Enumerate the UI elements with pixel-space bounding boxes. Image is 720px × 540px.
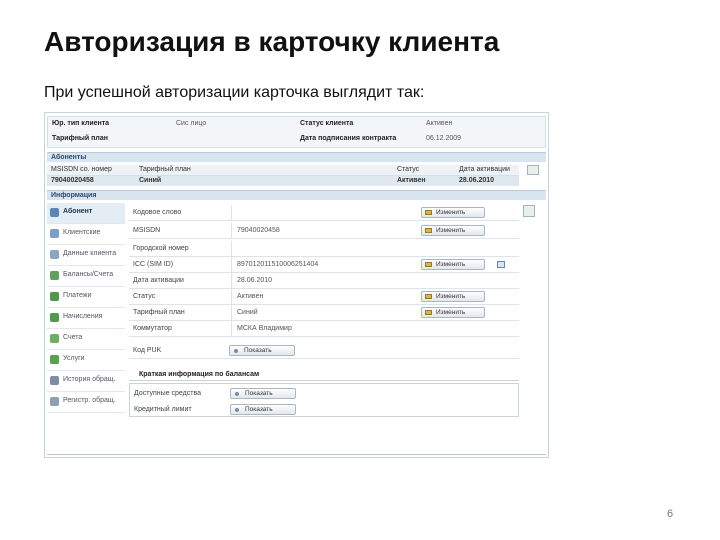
show-puk-button[interactable] [229, 345, 295, 356]
field-value: Синий [237, 309, 258, 316]
edit-button[interactable] [421, 291, 485, 302]
sidebar-item-register[interactable] [47, 392, 125, 413]
sidebar-item-label: Регистр. обращ. [63, 397, 116, 404]
field-label: Городской номер [133, 245, 189, 252]
field-value: 79040020458 [237, 227, 280, 234]
bills-icon [50, 334, 59, 343]
contacts-icon [50, 229, 59, 238]
sidebar-item-label: Клиентские [63, 229, 101, 236]
field-label: Кодовое слово [133, 209, 182, 216]
show-credit-limit-button[interactable] [230, 404, 296, 415]
subscriber-status: Активен [397, 177, 426, 184]
field-label: Коммутатор [133, 325, 172, 332]
edit-icon [425, 310, 432, 315]
field-value: 28.06.2010 [237, 277, 273, 284]
field-label: Тарифный план [133, 309, 185, 316]
field-label: ICC (SIM ID) [133, 261, 174, 268]
edit-button[interactable] [421, 307, 485, 318]
col-activation-date: Дата активации [459, 166, 510, 173]
field-row [129, 273, 519, 289]
status-label: Статус клиента [300, 120, 354, 127]
contract-date-value: 06.12.2009 [426, 135, 462, 142]
edit-button[interactable] [421, 225, 485, 236]
payments-icon [50, 292, 59, 301]
field-row [129, 205, 519, 221]
sidebar-item-label: Услуги [63, 355, 85, 362]
puk-label: Код PUK [133, 347, 162, 354]
tariff-label: Тарифный план [52, 135, 108, 142]
sidebar-item-balances[interactable] [47, 266, 125, 287]
puk-row [129, 343, 519, 359]
field-row [129, 223, 519, 239]
field-row [129, 289, 519, 305]
bullet-icon [235, 392, 239, 396]
contract-date-label: Дата подписания контракта [300, 135, 397, 142]
balance-row [130, 402, 518, 418]
sim-info-icon[interactable] [497, 261, 505, 268]
col-status: Статус [397, 166, 420, 173]
edit-icon [425, 262, 432, 267]
sidebar-item-label: Абонент [63, 208, 93, 215]
user-icon [50, 208, 59, 217]
client-card-screenshot [44, 112, 549, 458]
edit-button-label: Изменить [436, 309, 466, 316]
balance-label: Кредитный лимит [134, 406, 192, 413]
client-type-value: Сис лицо [176, 120, 207, 127]
status-value: Активен [426, 120, 453, 127]
balances-title: Краткая информация по балансам [129, 371, 519, 381]
sidebar-item-label: История обращ. [63, 376, 116, 383]
col-tariff: Тарифный план [139, 166, 191, 173]
sidebar-item-label: Балансы/Счета [63, 271, 114, 278]
sidebar-item-history[interactable] [47, 371, 125, 392]
edit-button[interactable] [421, 259, 485, 270]
subscriber-msisdn: 79040020458 [51, 177, 94, 184]
field-label: Статус [133, 293, 156, 300]
field-value: 897012011510006251404 [237, 261, 319, 268]
field-row [129, 305, 519, 321]
edit-icon[interactable] [523, 205, 535, 217]
sidebar-item-client-data[interactable] [47, 245, 125, 266]
show-button-label: Показать [245, 406, 273, 413]
subscriber-row[interactable] [47, 176, 519, 186]
sidebar-item-contacts[interactable] [47, 224, 125, 245]
edit-icon [425, 228, 432, 233]
field-row [129, 257, 519, 273]
edit-button-label: Изменить [436, 261, 466, 268]
balance-row [130, 386, 518, 402]
services-icon [50, 355, 59, 364]
sidebar-item-payments[interactable] [47, 287, 125, 308]
subscribers-section-title: Абоненты [47, 152, 546, 162]
client-header [47, 116, 546, 148]
col-msisdn: MSISDN со. номер [51, 166, 112, 173]
sidebar-item-services[interactable] [47, 350, 125, 371]
bullet-icon [235, 408, 239, 412]
balance-label: Доступные средства [134, 390, 201, 397]
show-button-label: Показать [244, 347, 272, 354]
slide-subtitle: При успешной авторизации карточка выглядит так: [44, 84, 425, 101]
bullet-icon [234, 349, 238, 353]
field-label: Дата активации [133, 277, 184, 284]
balance-icon [50, 271, 59, 280]
show-available-funds-button[interactable] [230, 388, 296, 399]
edit-button-label: Изменить [436, 227, 466, 234]
sidebar-item-charges[interactable] [47, 308, 125, 329]
subscribers-table-header [47, 165, 519, 176]
info-sidebar [47, 203, 125, 433]
subscriber-tariff: Синий [139, 177, 162, 184]
slide-title: Авторизация в карточку клиента [44, 26, 500, 57]
edit-icon[interactable] [527, 165, 539, 175]
edit-button[interactable] [421, 207, 485, 218]
charges-icon [50, 313, 59, 322]
subscriber-activation-date: 28.06.2010 [459, 177, 495, 184]
sidebar-item-label: Данные клиента [63, 250, 117, 257]
page-number: 6 [667, 508, 674, 520]
edit-icon [425, 294, 432, 299]
sidebar-item-bills[interactable] [47, 329, 125, 350]
show-button-label: Показать [245, 390, 273, 397]
history-icon [50, 376, 59, 385]
sidebar-item-label: Начисления [63, 313, 103, 320]
sidebar-item-subscriber[interactable] [47, 203, 125, 224]
sidebar-item-label: Платежи [63, 292, 92, 299]
edit-button-label: Изменить [436, 209, 466, 216]
field-value: Активен [237, 293, 264, 300]
edit-icon [425, 210, 432, 215]
field-value: МСКА Владимир [237, 325, 292, 332]
divider [47, 454, 546, 455]
field-row [129, 321, 519, 337]
client-type-label: Юр. тип клиента [52, 120, 110, 127]
field-row [129, 241, 519, 257]
balances-box [129, 383, 519, 417]
data-icon [50, 250, 59, 259]
register-icon [50, 397, 59, 406]
sidebar-item-label: Счета [63, 334, 83, 341]
edit-button-label: Изменить [436, 293, 466, 300]
field-label: MSISDN [133, 227, 161, 234]
info-section-title: Информация [47, 190, 546, 200]
